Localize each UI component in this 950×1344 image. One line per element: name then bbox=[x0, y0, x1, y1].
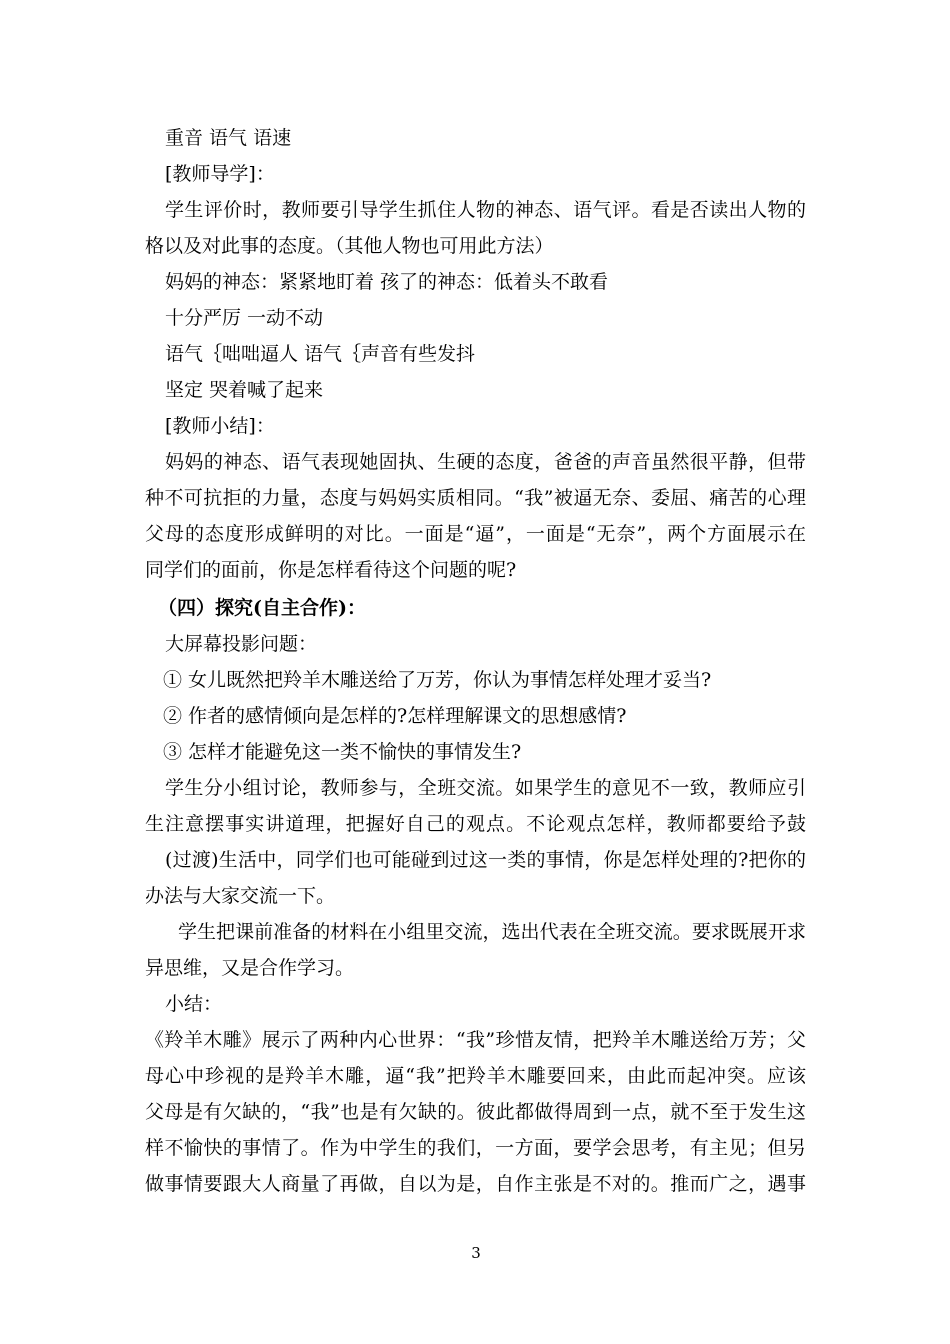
text-line-7: 语气｛咄咄逼人 语气｛声音有些发抖 bbox=[165, 343, 476, 365]
text-line-19: 学生分小组讨论，教师参与，全班交流。如果学生的意见不一致，教师应引 bbox=[165, 777, 806, 799]
question-1: ① 女儿既然把羚羊木雕送给了万芳，你认为事情怎样处理才妥当? bbox=[163, 669, 712, 691]
text-line-12: 父母的态度形成鲜明的对比。一面是“逼”，一面是“无奈”，两个方面展示在 bbox=[145, 523, 806, 545]
text-line-26: 《羚羊木雕》展示了两种内心世界：“我”珍惜友情，把羚羊木雕送给万芳；父 bbox=[145, 1029, 806, 1051]
text-line-21: (过渡)生活中，同学们也可能碰到过这一类的事情，你是怎样处理的?把你的 bbox=[165, 849, 806, 871]
text-line-30: 做事情要跟大人商量了再做，自以为是，自作主张是不对的。推而广之，遇事 bbox=[145, 1173, 806, 1195]
text-line-2: [教师导学]： bbox=[165, 163, 275, 185]
text-line-25: 小结： bbox=[165, 993, 223, 1015]
text-line-5: 妈妈的神态：紧紧地盯着 孩了的神态：低着头不敢看 bbox=[165, 271, 609, 293]
text-line-11: 种不可抗拒的力量，态度与妈妈实质相同。“我”被逼无奈、委屈、痛苦的心理 bbox=[145, 487, 806, 509]
section-heading: （四）探究(自主合作)： bbox=[158, 597, 366, 619]
question-3: ③ 怎样才能避免这一类不愉快的事情发生? bbox=[163, 741, 522, 763]
text-line-23: 学生把课前准备的材料在小组里交流，选出代表在全班交流。要求既展开求 bbox=[178, 921, 806, 943]
page-number: 3 bbox=[471, 1244, 481, 1262]
text-line-13: 同学们的面前，你是怎样看待这个问题的呢? bbox=[145, 559, 517, 581]
text-line-4: 格以及对此事的态度。（其他人物也可用此方法） bbox=[145, 235, 554, 257]
text-line-6: 十分严厉 一动不动 bbox=[165, 307, 324, 329]
question-2: ② 作者的感情倾向是怎样的?怎样理解课文的思想感情? bbox=[163, 705, 627, 727]
text-line-8: 坚定 哭着喊了起来 bbox=[165, 379, 324, 401]
text-line-20: 生注意摆事实讲道理，把握好自己的观点。不论观点怎样，教师都要给予鼓 bbox=[145, 813, 806, 835]
text-line-24: 异思维，又是合作学习。 bbox=[145, 957, 355, 979]
text-line-28: 父母是有欠缺的，“我”也是有欠缺的。彼此都做得周到一点，就不至于发生这 bbox=[145, 1101, 806, 1123]
text-line-9: [教师小结]： bbox=[165, 415, 275, 437]
text-line-27: 母心中珍视的是羚羊木雕，逼“我”把羚羊木雕要回来，由此而起冲突。应该 bbox=[145, 1065, 806, 1087]
text-line-29: 样不愉快的事情了。作为中学生的我们，一方面，要学会思考，有主见；但另 bbox=[145, 1137, 806, 1159]
text-line-1: 重音 语气 语速 bbox=[165, 127, 292, 149]
text-line-15: 大屏幕投影问题： bbox=[165, 633, 318, 655]
text-line-10: 妈妈的神态、语气表现她固执、生硬的态度，爸爸的声音虽然很平静，但带 bbox=[165, 451, 806, 473]
text-line-3: 学生评价时，教师要引导学生抓住人物的神态、语气评。看是否读出人物的 bbox=[165, 199, 806, 221]
text-line-22: 办法与大家交流一下。 bbox=[145, 885, 336, 907]
